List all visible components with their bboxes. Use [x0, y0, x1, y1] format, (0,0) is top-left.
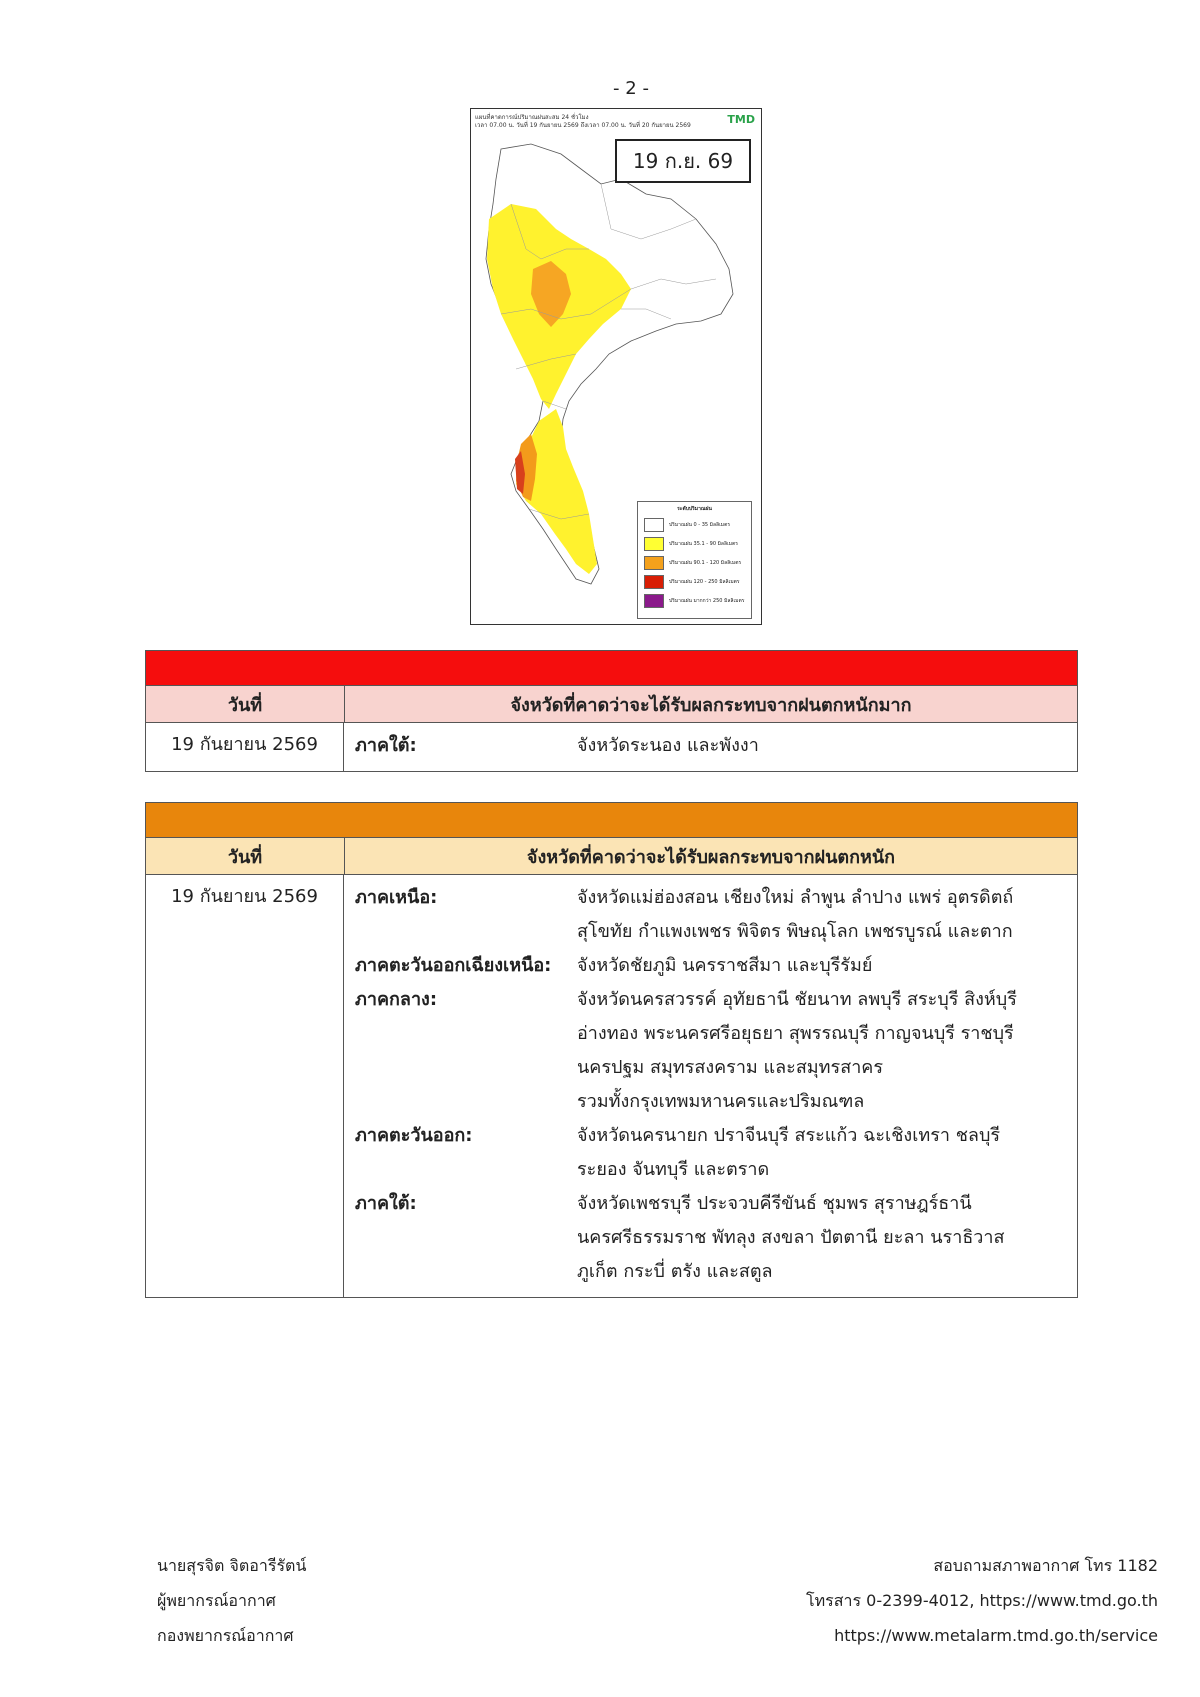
- legend-label: ปริมาณฝน 90.1 - 120 มิลลิเมตร: [669, 560, 742, 566]
- legend-label: ปริมาณฝน 120 - 250 มิลลิเมตร: [669, 579, 740, 585]
- legend-item: [644, 556, 747, 570]
- region-provinces: จังหวัดนครสวรรค์ อุทัยธานี ชัยนาท ลพบุรี สระบุรี สิงห์บุรี อ่างทอง พระนครศรีอยุธยา สุพรรณบุรี กาญจนบุรี ราชบุรี นครปฐม สมุทรสงคราม และสมุทรสาคร รวมทั้งกรุงเทพมหานครและปริมณฑล: [577, 989, 1017, 1112]
- legend-item: [644, 575, 747, 589]
- region-name: ภาคใต้:: [355, 1193, 417, 1214]
- region-name: ภาคตะวันออก:: [355, 1125, 473, 1146]
- tmd-logo: TMD: [727, 113, 755, 126]
- footer-left: [157, 1548, 306, 1653]
- forecaster-title: ผู้พยากรณ์อากาศ: [157, 1591, 276, 1610]
- table-header-row: [146, 686, 1077, 723]
- map-header-title: แผนที่คาดการณ์ปริมาณฝนสะสม 24 ชั่วโมง: [475, 114, 589, 121]
- region-name: ภาคใต้:: [355, 735, 417, 756]
- legend-item: [644, 518, 747, 532]
- red-warning-bar: [146, 651, 1077, 686]
- map-legend: [637, 501, 752, 619]
- region-provinces: จังหวัดระนอง และพังงา: [577, 735, 759, 756]
- cell-date: 19 กันยายน 2569: [146, 723, 344, 771]
- page-number: - 2 -: [613, 78, 649, 99]
- region-provinces: จังหวัดเพชรบุรี ประจวบคีรีขันธ์ ชุมพร สุราษฎร์ธานี นครศรีธรรมราช พัทลุง สงขลา ปัตตานี ยะลา นราธิวาส ภูเก็ต กระบี่ ตรัง และสตูล: [577, 1193, 1005, 1282]
- legend-item: [644, 537, 747, 551]
- forecaster-name: นายสุรจิต จิตอารีรัตน์: [157, 1556, 307, 1575]
- map-header-subtitle: เวลา 07.00 น. วันที่ 19 กันยายน 2569 ถึงเวลา 07.00 น. วันที่ 20 กันยายน 2569: [475, 122, 691, 129]
- legend-label: ปริมาณฝน 35.1 - 90 มิลลิเมตร: [669, 541, 738, 547]
- footer-right: [806, 1548, 1158, 1653]
- region-row: [344, 949, 1077, 983]
- region-name: ภาคกลาง:: [355, 989, 438, 1010]
- legend-item: [644, 594, 747, 608]
- region-provinces: จังหวัดชัยภูมิ นครราชสีมา และบุรีรัมย์: [577, 955, 873, 976]
- cell-provinces: [344, 723, 1077, 771]
- header-date: วันที่: [146, 686, 345, 722]
- legend-swatch: [644, 575, 664, 589]
- region-name: ภาคตะวันออกเฉียงเหนือ:: [355, 955, 552, 976]
- contact-fax-website: โทรสาร 0-2399-4012, https://www.tmd.go.th: [806, 1591, 1158, 1610]
- forecaster-division: กองพยากรณ์อากาศ: [157, 1626, 294, 1645]
- table-header-row: [146, 838, 1077, 875]
- table-row: [146, 875, 1077, 1297]
- table-row: [146, 723, 1077, 771]
- legend-swatch: [644, 537, 664, 551]
- cell-provinces: [344, 875, 1077, 1297]
- legend-label: ปริมาณฝน 0 - 35 มิลลิเมตร: [669, 522, 731, 528]
- map-date-label: 19 ก.ย. 69: [615, 139, 751, 183]
- contact-service-link[interactable]: https://www.metalarm.tmd.go.th/service: [834, 1626, 1158, 1645]
- region-row: [344, 1119, 1077, 1187]
- region-provinces: จังหวัดแม่ฮ่องสอน เชียงใหม่ ลำพูน ลำปาง แพร่ อุตรดิตถ์ สุโขทัย กำแพงเพชร พิจิตร พิษณุโลก เพชรบูรณ์ และตาก: [577, 887, 1014, 942]
- region-row: [344, 881, 1077, 949]
- legend-swatch: [644, 556, 664, 570]
- header-date: วันที่: [146, 838, 345, 874]
- header-provinces: จังหวัดที่คาดว่าจะได้รับผลกระทบจากฝนตกหนัก: [526, 846, 896, 868]
- region-row: [344, 1187, 1077, 1289]
- legend-swatch: [644, 594, 664, 608]
- region-name: ภาคเหนือ:: [355, 887, 438, 908]
- heavy-rain-table: [145, 802, 1078, 1298]
- very-heavy-rain-table: [145, 650, 1078, 772]
- legend-swatch: [644, 518, 664, 532]
- rainfall-forecast-map: [470, 108, 762, 625]
- contact-phone: สอบถามสภาพอากาศ โทร 1182: [933, 1556, 1158, 1575]
- region-row: [344, 983, 1077, 1119]
- region-provinces: จังหวัดนครนายก ปราจีนบุรี สระแก้ว ฉะเชิงเทรา ชลบุรี ระยอง จันทบุรี และตราด: [577, 1125, 1001, 1180]
- legend-label: ปริมาณฝน มากกว่า 250 มิลลิเมตร: [669, 598, 745, 604]
- orange-warning-bar: [146, 803, 1077, 838]
- legend-title: ระดับปริมาณฝน: [677, 506, 712, 512]
- cell-date: 19 กันยายน 2569: [146, 875, 344, 1297]
- region-row: [344, 729, 1077, 763]
- header-provinces: จังหวัดที่คาดว่าจะได้รับผลกระทบจากฝนตกหนักมาก: [510, 694, 912, 716]
